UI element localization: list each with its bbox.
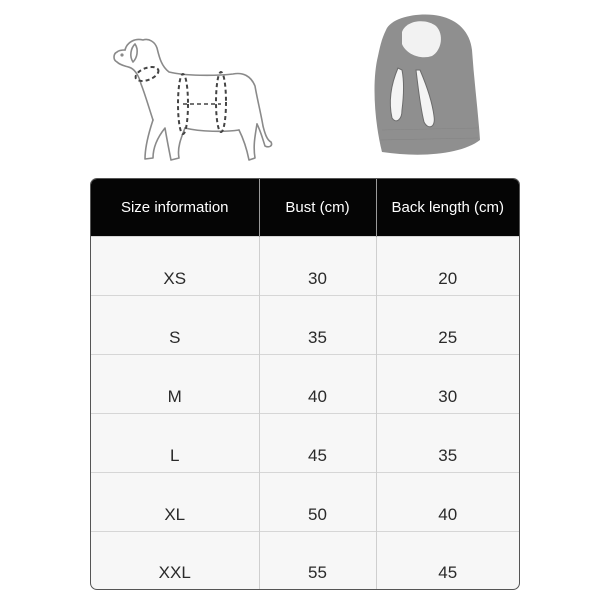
table-row (91, 531, 519, 589)
column-header-back-length: Back length (cm) (376, 179, 519, 237)
back-length-cell: 25 (376, 295, 519, 354)
size-cell: XS (91, 237, 259, 296)
back-length-cell: 20 (376, 237, 519, 296)
size-cell: L (91, 413, 259, 472)
size-cell: XL (91, 472, 259, 531)
bust-cell: 50 (259, 472, 376, 531)
back-length-cell: 40 (376, 472, 519, 531)
bust-cell: 55 (259, 531, 376, 589)
table-header-row (91, 179, 519, 237)
size-cell: M (91, 354, 259, 413)
back-length-cell: 35 (376, 413, 519, 472)
bust-cell: 45 (259, 413, 376, 472)
size-chart (91, 179, 519, 589)
bust-cell: 30 (259, 237, 376, 296)
size-chart-table (90, 178, 520, 590)
table-row (91, 295, 519, 354)
table-row (91, 413, 519, 472)
table-row (91, 354, 519, 413)
column-header-bust: Bust (cm) (259, 179, 376, 237)
size-cell: S (91, 295, 259, 354)
size-cell: XXL (91, 531, 259, 589)
dog-measurement-illustration (105, 28, 275, 168)
table-row (91, 472, 519, 531)
bust-cell: 40 (259, 354, 376, 413)
back-length-cell: 45 (376, 531, 519, 589)
bust-cell: 35 (259, 295, 376, 354)
back-length-cell: 30 (376, 354, 519, 413)
table-row (91, 237, 519, 296)
hoodie-product-image (362, 10, 482, 160)
column-header-size: Size information (91, 179, 259, 237)
